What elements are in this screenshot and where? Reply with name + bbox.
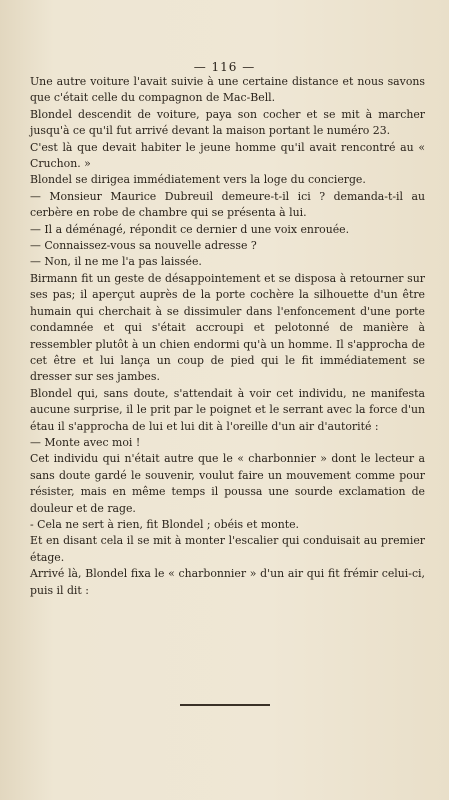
paragraph: Blondel qui, sans doute, s'attendait à voir cet individu, ne manifesta aucune surprise, il le prit par le poignet et le serrant avec la force d'un étau il s'approcha de lui et lui dit à l'oreille d'un air d'autorité : bbox=[30, 386, 425, 433]
paragraph: — Non, il ne me l'a pas laissée. bbox=[30, 255, 202, 269]
paragraph: Cet individu qui n'était autre que le « charbonnier » dont le lecteur a sans doute gardé le souvenir, voulut faire un mouvement comme pour résister, mais en même temps il poussa une sourde exclamation de douleur et de rage. bbox=[30, 452, 425, 515]
paragraph: — Il a déménagé, répondit ce dernier d une voix enrouée. bbox=[30, 222, 350, 236]
paragraph: Blondel descendit de voiture, paya son cocher et se mit à marcher jusqu'à ce qu'il fut arrivé devant la maison portant le numéro 23. bbox=[30, 107, 425, 138]
paragraph: — Monsieur Maurice Dubreuil demeure-t-il ici ? demanda-t-il au cerbère en robe de chambre qui se présenta à lui. bbox=[30, 189, 425, 220]
section-divider bbox=[180, 704, 270, 706]
paragraph: Arrivé là, Blondel fixa le « charbonnier » d'un air qui fit frémir celui-ci, puis il dit : bbox=[30, 567, 425, 597]
paragraph: Blondel se dirigea immédiatement vers la loge du concierge. bbox=[30, 173, 366, 187]
paragraph: - Cela ne sert à rien, fit Blondel ; obéis et monte. bbox=[30, 517, 300, 531]
paragraph: Et en disant cela il se mit à monter l'escalier qui conduisait au premier étage. bbox=[30, 534, 425, 564]
paragraph: — Monte avec moi ! bbox=[30, 435, 141, 449]
page-number: — 116 — bbox=[193, 60, 256, 74]
paragraph: C'est là que devait habiter le jeune homme qu'il avait rencontré au « Cruchon. » bbox=[30, 140, 425, 171]
paragraph: — Connaissez-vous sa nouvelle adresse ? bbox=[30, 239, 257, 253]
paragraph: Birmann fit un geste de désappointement et se disposa à retourner sur ses pas; il aperçut auprès de la porte cochère la silhouette d'un être humain qui cherchait à se dissimuler dans l'enfoncement d'une porte condamnée et qui s'était accroupi et pelotonné de manière à ressembler plutôt à un chien endormi qu'à un homme. Il s'approcha de cet être et lui lança un coup de pied qui le fit immédiatement se dresser sur ses jambes. bbox=[30, 271, 425, 384]
paragraph: Une autre voiture l'avait suivie à une certaine distance et nous savons que c'était celle du compagnon de Mac-Bell. bbox=[30, 75, 425, 105]
page-text bbox=[30, 74, 425, 599]
